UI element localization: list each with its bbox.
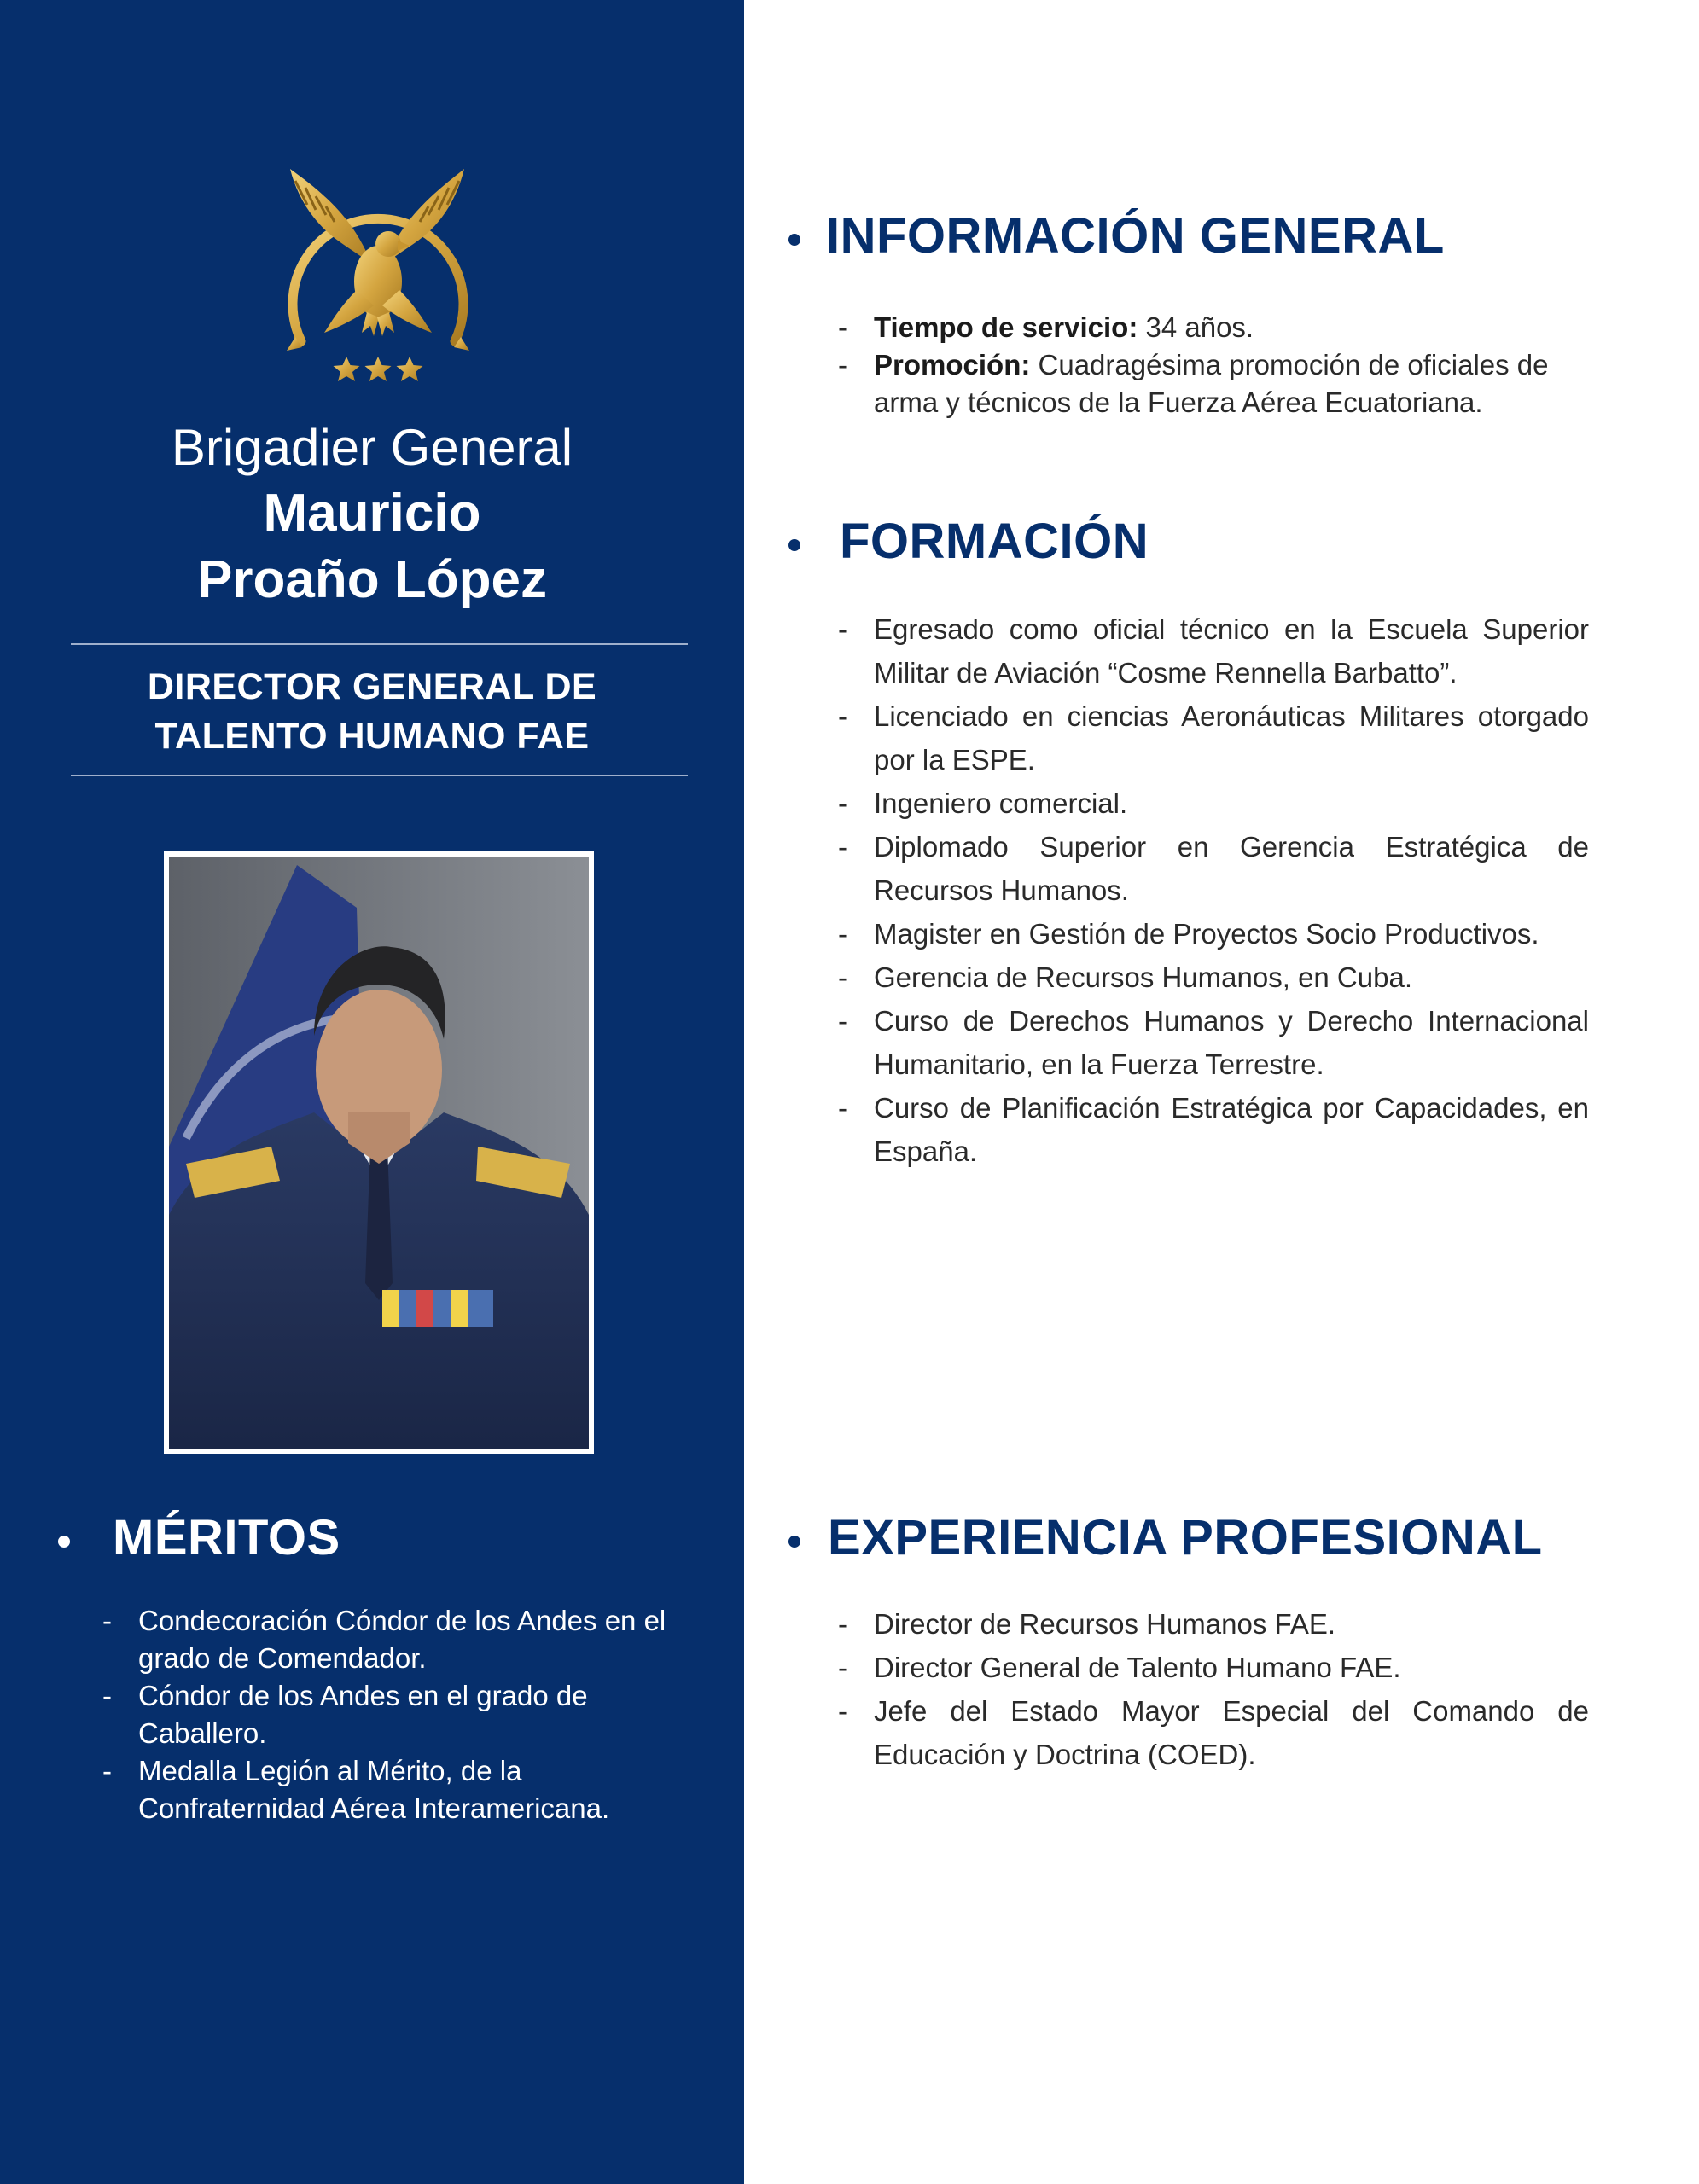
fae-eagle-emblem-icon <box>271 162 485 397</box>
bullet-icon <box>58 1536 70 1548</box>
portrait-frame <box>164 851 594 1454</box>
section-meritos-heading <box>58 1508 340 1568</box>
meritos-list <box>102 1602 700 1827</box>
formacion-list <box>838 607 1589 1173</box>
person-name-first: Mauricio <box>263 484 481 543</box>
list-item: - Cóndor de los Andes en el grado de Caballero. <box>102 1680 588 1749</box>
list-item: - Curso de Derechos Humanos y Derecho Internacional Humanitario, en la Fuerza Terrestre. <box>838 1005 1589 1080</box>
divider-bottom <box>71 775 688 776</box>
list-item: - Diplomado Superior en Gerencia Estratégica de Recursos Humanos. <box>838 831 1589 906</box>
list-item: - Ingeniero comercial. <box>838 787 1128 819</box>
list-item: - Magister en Gestión de Proyectos Socio Productivos. <box>838 918 1539 950</box>
bullet-icon <box>788 234 800 246</box>
rank-title: Brigadier General <box>171 419 573 476</box>
section-formacion-heading <box>788 512 1149 572</box>
list-item: - Director General de Talento Humano FAE. <box>838 1652 1401 1683</box>
list-item: - Curso de Planificación Estratégica por Capacidades, en España. <box>838 1092 1589 1167</box>
section-meritos-title: MÉRITOS <box>113 1510 340 1565</box>
list-item: - Jefe del Estado Mayor Especial del Comando de Educación y Doctrina (COED). <box>838 1695 1589 1770</box>
list-item: - Director de Recursos Humanos FAE. <box>838 1608 1336 1640</box>
list-item: - Promoción: Cuadragésima promoción de oficiales de arma y técnicos de la Fuerza Aérea Ecuatoriana. <box>838 349 1549 418</box>
section-informacion-heading <box>788 206 1445 266</box>
section-experiencia-title: EXPERIENCIA PROFESIONAL <box>828 1510 1543 1565</box>
position-title-line2: TALENTO HUMANO FAE <box>154 716 590 757</box>
person-name-last: Proaño López <box>197 550 547 609</box>
experiencia-list <box>838 1602 1589 1776</box>
section-experiencia-heading <box>788 1508 1543 1568</box>
bullet-icon <box>788 539 800 551</box>
bullet-icon <box>788 1536 800 1548</box>
list-item: - Condecoración Cóndor de los Andes en el grado de Comendador. <box>102 1605 666 1674</box>
list-item: - Egresado como oficial técnico en la Escuela Superior Militar de Aviación “Cosme Rennella Barbatto”. <box>838 613 1589 688</box>
list-item: - Gerencia de Recursos Humanos, en Cuba. <box>838 961 1412 993</box>
list-item: - Tiempo de servicio: 34 años. <box>838 311 1254 343</box>
list-item: - Licenciado en ciencias Aeronáuticas Militares otorgado por la ESPE. <box>838 700 1589 775</box>
portrait-photo <box>169 857 589 1449</box>
list-item: - Medalla Legión al Mérito, de la Confraternidad Aérea Interamericana. <box>102 1755 610 1824</box>
informacion-list <box>838 309 1589 421</box>
section-informacion-title: INFORMACIÓN GENERAL <box>826 208 1445 264</box>
section-formacion-title: FORMACIÓN <box>840 514 1149 569</box>
divider-top <box>71 643 688 645</box>
position-title-line1: DIRECTOR GENERAL DE <box>147 666 597 707</box>
